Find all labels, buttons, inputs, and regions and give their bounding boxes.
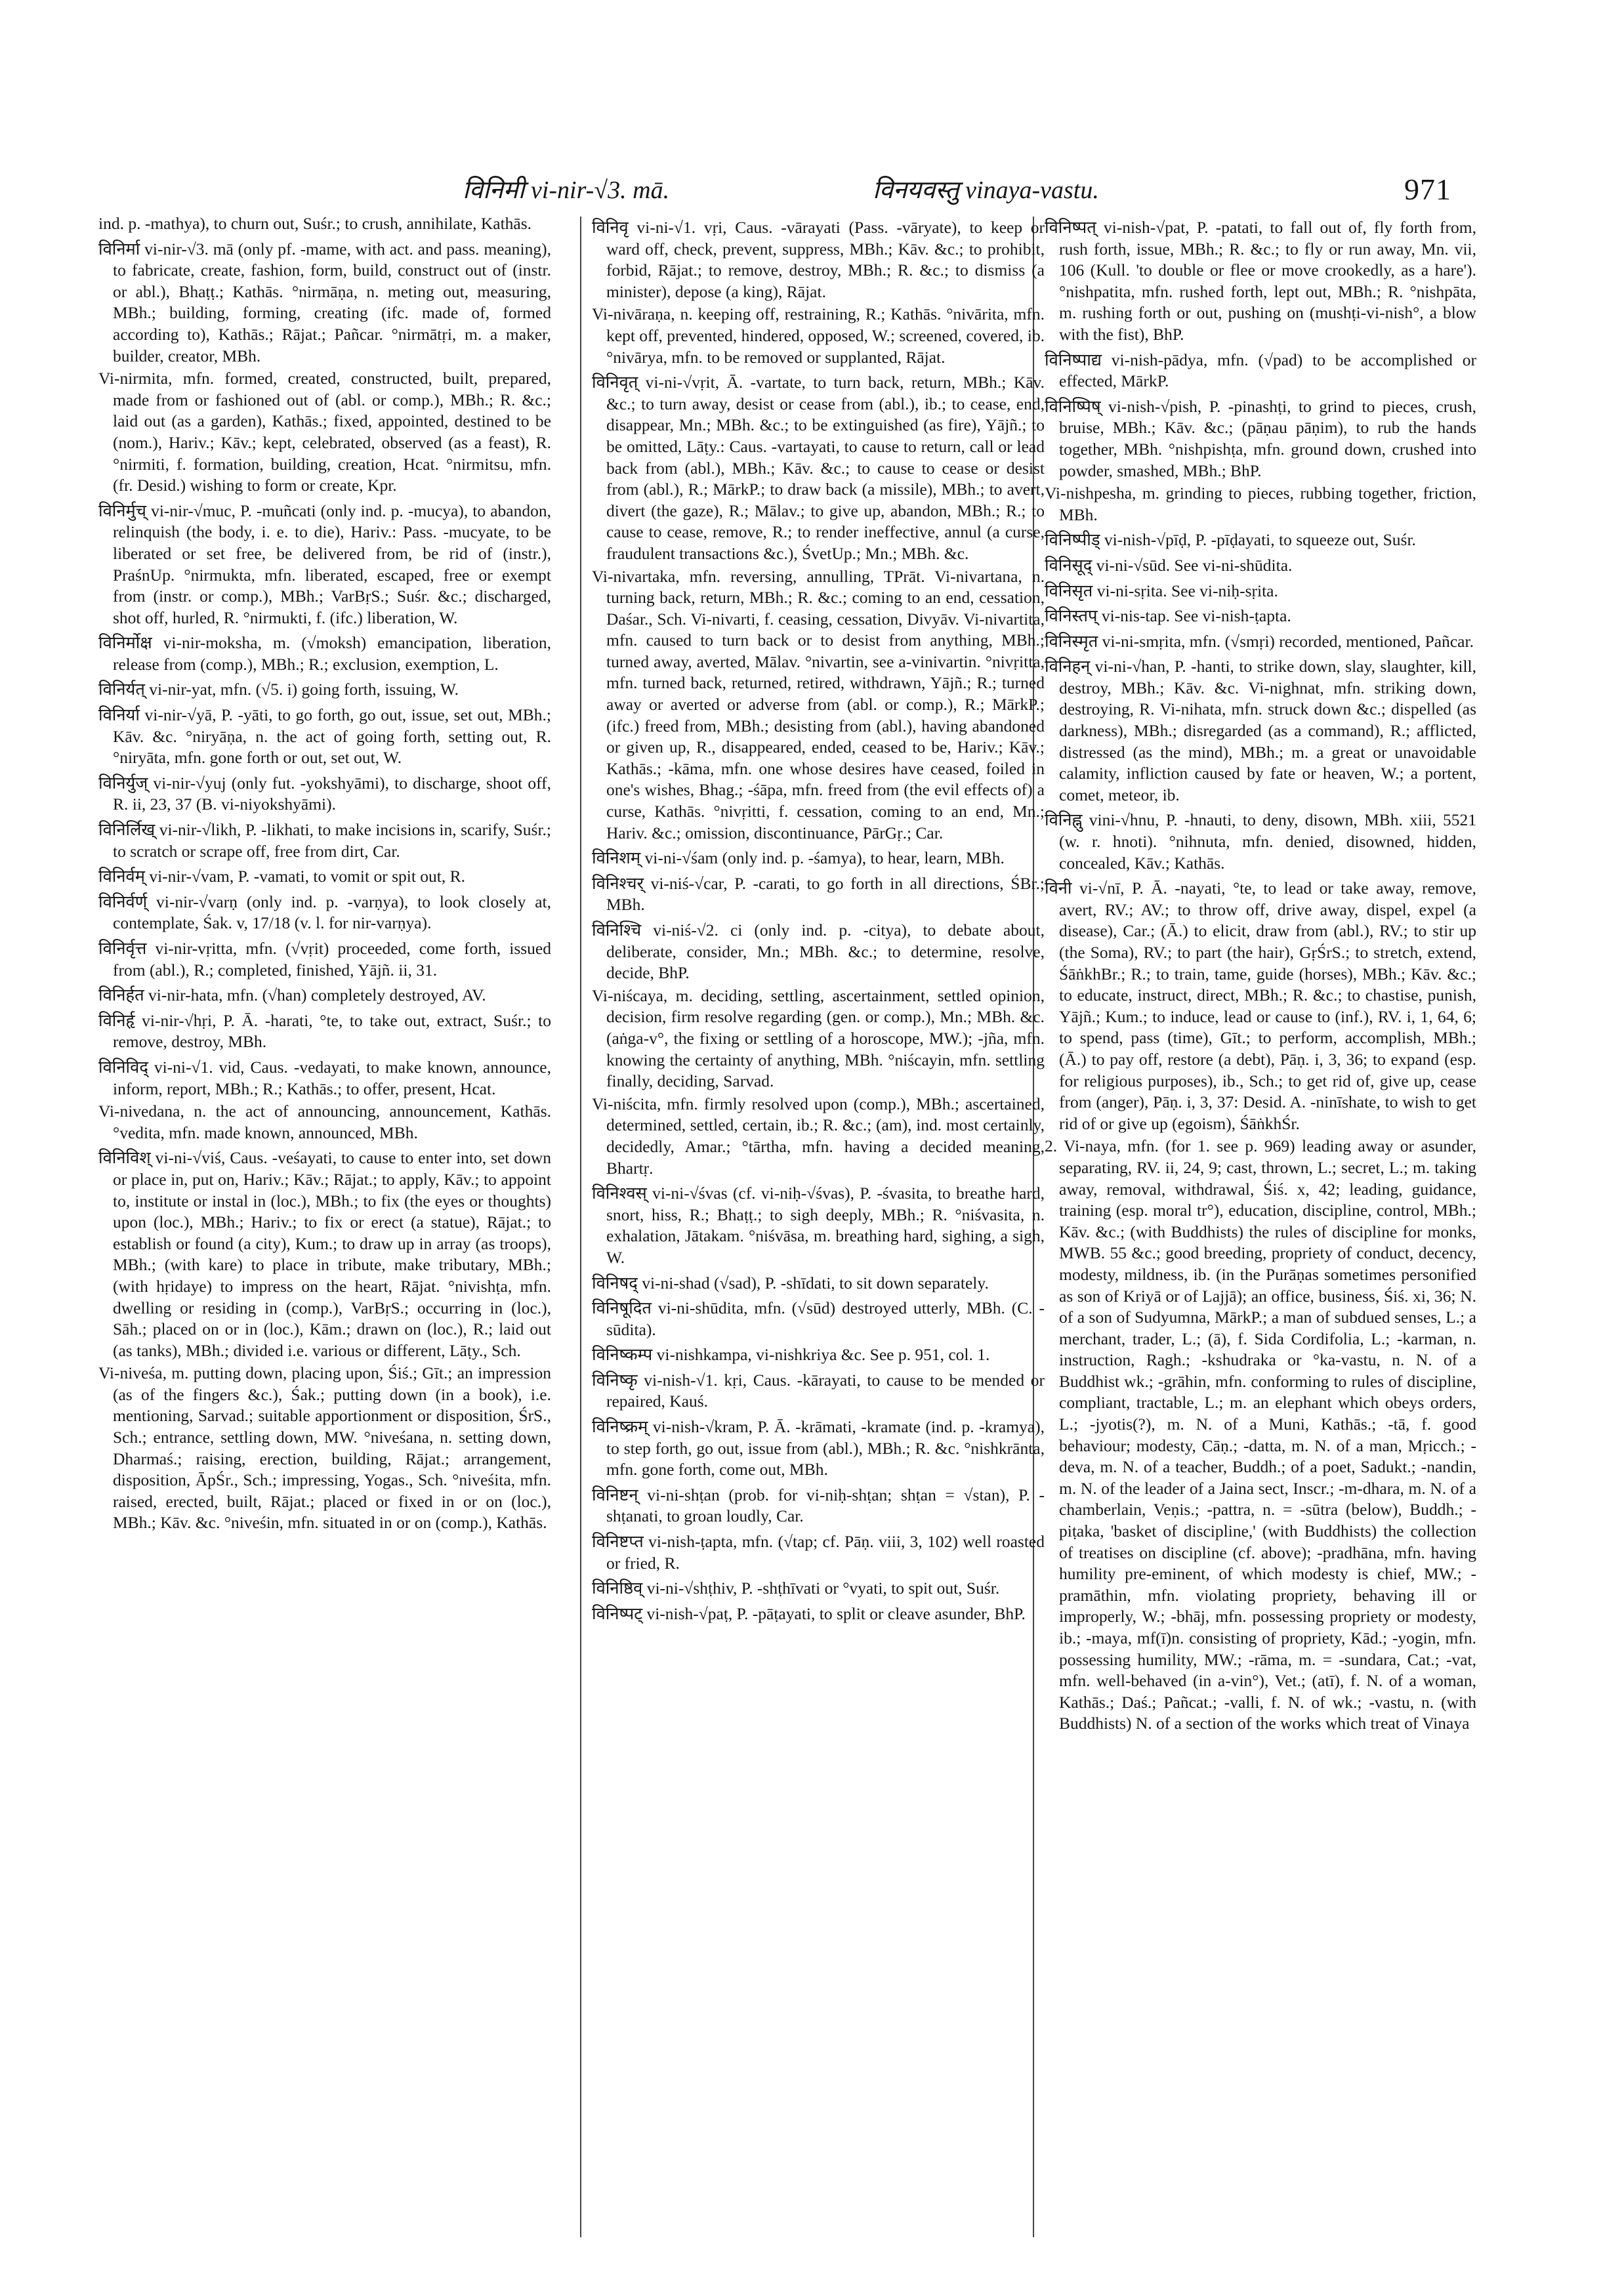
dictionary-entry: विनिष्पट् vi-nish-√paṭ, P. -pāṭayati, to split or cleave asunder, BhP. [592, 1603, 1026, 1623]
header-left-guideword: विनिमी vi-nir-√3. mā. [463, 176, 670, 204]
dictionary-entry: 2. Vi-naya, mfn. (for 1. see p. 969) leading away or asunder, separating, RV. ii, 24, 9; cast, thrown, L.; secret, L.; m. taking away, removal, withdrawal, Śiś. x, 42; leading, guidance, training (esp. moral tr°), education, discipline, control, MBh.; Kāv. &c.; (with Buddhists) the rules of discipline for monks, MWB. 55 &c.; good breeding, propriety of conduct, decency, modesty, mildness, ib. (in the Purāṇas sometimes personified as son of Kriyā or of Lajjā); an office, business, Śiś. xi, 36; N. of a son of Sudyumna, MārkP.; a man of subdued senses, L.; a merchant, trader, L.; (ā), f. Sida Cordifolia, L.; -karman, n. instruction, Ragh.; -kshudraka or °ka-vastu, n. N. of a Buddhist wk.; -grāhin, mfn. conforming to rules of discipline, compliant, tractable, L.; m. an elephant which obeys orders, L.; -jyotis(?), m. N. of a Muni, Kathās.; -tā, f. good behaviour; modesty, Cāṇ.; -datta, m. N. of a man, Mṛicch.; -deva, m. N. of a teacher, Buddh.; of a poet, Sadukt.; -nandin, m. N. of the leader of a Jaina sect, Inscr.; -m-dhara, m. N. of a chamberlain, Veṇis.; -pattra, n. = -sūtra (below), Buddh.; -piṭaka, 'basket of discipline,' (with Buddhists) the collection of treatises on discipline (cf. above); -pradhāna, mfn. having humility pre-eminent, of which modesty is chief, MW.; -pramāthin, mfn. violating propriety, behaving ill or improperly, W.; -bhāj, mfn. possessing propriety or modesty, ib.; -maya, mf(ī)n. consisting of propriety, Kād.; -yogin, mfn. possessing humility, MW.; -rāma, m. = -sundara, Cat.; -vat, mfn. well-behaved (in a-vin°), Vet.; (atī), f. N. of a woman, Kathās.; Daś.; Pañcat.; -valli, f. N. of wk.; -vastu, n. (with Buddhists) N. of a section of the works which treat of Vinaya [1045, 1136, 1476, 1733]
dictionary-entry: Vi-nivartaka, mfn. reversing, annulling, TPrāt. Vi-nivartana, n. turning back, return, MBh.; R. &c.; coming to an end, cessation, Daśar., Sch. Vi-nivarti, f. ceasing, cessation, Divyāv. Vi-nivartita, mfn. caused to turn back or to desist from anything, MBh.; turned away, averted, Mālav. °nivartin, see a-vinivartin. °nivṛitta, mfn. turned back, returned, retired, withdrawn, Yājñ.; R.; turned away or averted or adverse from (abl. or comp.), R.; MārkP.; (ifc.) freed from, MBh.; desisting from (abl.), having abandoned or given up, R., disappeared, ended, ceased to be, Hariv.; Kāv.; Kathās.; -kāma, mfn. one whose desires have ceased, foiled in one's wishes, Bhag.; -śāpa, mfn. freed from (the evil effects of) a curse, Kathās. °nivṛitti, f. cessation, coming to an end, Mn.; Hariv. &c.; omission, discontinuance, PārGṛ.; Car. [592, 566, 1045, 842]
dictionary-entry: Vi-niveśa, m. putting down, placing upon, Śiś.; Gīt.; an impression (as of the fingers &c.), Śak.; putting down (in a book), i.e. mentioning, Sarvad.; suitable apportionment or disposition, ŚrS., Sch.; entrance, settling down, MW. °niveśana, n. setting down, Dharmaś.; raising, erection, building, Rājat.; arrangement, disposition, ĀpŚr., Sch.; impressing, Yogas., Sch. °niveśita, mfn. raised, erected, built, Rājat.; placed or fixed in or on (loc.), MBh.; Kāv. &c. °niveśin, mfn. situated in or on (comp.), Kathās. [98, 1363, 551, 1533]
dictionary-entry: विनिर्मा vi-nir-√3. mā (only pf. -mame, with act. and pass. meaning), to fabricate, create, fashion, form, build, construct out of (instr. or abl.), Bhaṭṭ.; Kathās. °nirmāṇa, n. meting out, measuring, MBh.; building, forming, creating (ifc. made of, formed according to), Kathās.; Rājat.; Pañcar. °nirmātṛi, m. a maker, builder, creator, MBh. [98, 239, 551, 365]
dictionary-entry: विनिर्लिख् vi-nir-√likh, P. -likhati, to make incisions in, scarify, Suśr.; to scratch or scrape off, free from dirt, Car. [98, 820, 551, 861]
dictionary-entry: Vi-nivāraṇa, n. keeping off, restraining, R.; Kathās. °nivārita, mfn. kept off, prevented, hindered, opposed, W.; screened, covered, ib. °nivārya, mfn. to be removed or supplanted, Rājat. [592, 304, 1045, 367]
dictionary-entry: विनिविद् vi-ni-√1. vid, Caus. -vedayati, to make known, announce, inform, report, MBh.; R.; Kathās.; to offer, present, Hcat. [98, 1057, 551, 1098]
dictionary-entry: विनिष्पिष् vi-nish-√pish, P. -pinashṭi, to grind to pieces, crush, bruise, MBh.; Kāv. &c.; (pāṇau pāṇim), to rub the hands together, MBh. °nishpishṭa, mfn. ground down, crushed into powder, smashed, MBh.; BhP. [1045, 396, 1476, 480]
dictionary-entry: विनिषूदित vi-ni-shūdita, mfn. (√sūd) destroyed utterly, MBh. (C. -sūdita). [592, 1298, 1045, 1339]
dictionary-entry: विनिसृत vi-ni-sṛita. See vi-niḥ-sṛita. [1045, 581, 1278, 600]
dictionary-entry: Vi-niścita, mfn. firmly resolved upon (comp.), MBh.; ascertained, determined, settled, certain, ib.; R. &c.; (am), ind. most certainly, decidedly, Amar.; °tārtha, mfn. having a decided meaning, Bhartṛ. [592, 1094, 1045, 1178]
dictionary-entry: Vi-nivedana, n. the act of announcing, announcement, Kathās. °vedita, mfn. made known, announced, MBh. [98, 1102, 551, 1142]
dictionary-entry: विनिविश् vi-ni-√viś, Caus. -veśayati, to cause to enter into, set down or place in, put on, Hariv.; Kāv.; Rājat.; to apply, Kāv.; to appoint to, institute or instal in (loc.), MBh.; to fix (the eyes or thoughts) upon (loc.), MBh.; Hariv.; to fix or erect (a statue), Rājat.; to establish or found (a city), Kum.; to draw up in array (as troops), MBh.; (with kare) to place in tribute, make tributary, MBh.; (with hṛidaye) to impress on the heart, Rājat. °nivishṭa, mfn. dwelling or residing in (comp.), VarBṛS.; occurring in (loc.), Sāh.; placed on or in (loc.), Kām.; drawn on (loc.), R.; laid out (as tanks), MBh.; divided i.e. various or different, Lāṭy., Sch. [98, 1148, 551, 1360]
column-3 [1045, 213, 1476, 2241]
dictionary-entry: विनिह्नु vini-√hnu, P. -hnauti, to deny, disown, MBh. xiii, 5521 (w. r. hnoti). °nihnuta, mfn. denied, disowned, hidden, concealed, Kāv.; Kathās. [1045, 810, 1476, 873]
dictionary-entry: विनिहन् vi-ni-√han, P. -hanti, to strike down, slay, slaughter, kill, destroy, MBh.; Kāv. &c. Vi-nighnat, mfn. striking down, destroying, R. Vi-nihata, mfn. struck down &c.; dispelled (as darkness), MBh.; disregarded (as a command), R.; afflicted, distressed (as the mind), MBh.; m. a great or unavoidable calamity, infliction caused by fate or heaven, W.; a portent, comet, meteor, ib. [1045, 657, 1476, 804]
dictionary-entry: विनिर्वर्ण् vi-nir-√varṇ (only ind. p. -varṇya), to look closely at, contemplate, Śak. v, 17/18 (v. l. for nir-varṇya). [98, 892, 551, 933]
dictionary-entry: विनिर्हत vi-nir-hata, mfn. (√han) completely destroyed, AV. [98, 985, 486, 1005]
dictionary-entry: विनिष्पत् vi-nish-√pat, P. -patati, to fall out of, fly forth from, rush forth, issue, MBh.; R. &c.; to fly or run away, Mn. vii, 106 (Kull. 'to double or flee or move crookedly, as a hare'). °nishpatita, mfn. rushed forth, lept out, MBh.; R. °nishpāta, m. rushing forth or out, pushing on (mushṭi-vi-nish°, a blow with the fist), BhP. [1045, 218, 1476, 344]
dictionary-entry: विनिर्हृ vi-nir-√hṛi, P. Ā. -harati, °te, to take out, extract, Suśr.; to remove, destroy, MBh. [98, 1010, 551, 1052]
dictionary-entry: विनिर्या vi-nir-√yā, P. -yāti, to go forth, go out, issue, set out, MBh.; Kāv. &c. °niryāṇa, n. the act of going forth, setting out, R. °niryāta, mfn. gone forth or out, set out, W. [98, 705, 551, 768]
dictionary-entry: Vi-niścaya, m. deciding, settling, ascertainment, settled opinion, decision, firm resolve regarding (gen. or comp.), Mn.; MBh. &c. (aṅga-v°, the fixing or settling of a horoscope, MW.); -jña, mfn. knowing the certainty of anything, MBh. °niścayin, mfn. settling finally, deciding, Sarvad. [592, 985, 1045, 1091]
dictionary-entry: विनिष्पाद्य vi-nish-pādya, mfn. (√pad) to be accomplished or effected, MārkP. [1045, 350, 1476, 391]
dictionary-entry: विनिष्क्रम् vi-nish-√kram, P. Ā. -krāmati, -kramate (ind. p. -kramya), to step forth, go out, issue from (abl.), MBh.; R. &c. °nishkrānta, mfn. gone forth, come out, MBh. [592, 1417, 1045, 1479]
column-divider-1 [580, 217, 581, 2237]
dictionary-entry: विनी vi-√nī, P. Ā. -nayati, °te, to lead or take away, remove, avert, RV.; AV.; to throw off, drive away, dispel, expel (a disease), Car.; (Ā.) to elicit, draw from (abl.), RV.; to stir up (the Soma), RV.; to part (the hair), GṛŚrS.; to stretch, extend, ŚāṅkhBr.; R.; to train, tame, guide (horses), MBh.; Kāv. &c.; to educate, instruct, direct, MBh.; R. &c.; to chastise, punish, Yājñ.; Kum.; to induce, lead or cause to (inf.), RV. i, 1, 64, 6; to spend, pass (time), Gīt.; to perform, accomplish, MBh.; (Ā.) to pay off, restore (a debt), Pāṇ. i, 3, 36; to expand (esp. for religious purposes), ib., Sch.; to get rid of, give up, cease from (anger), Pāṇ. i, 3, 37: Desid. A. -ninīshate, to wish to get rid of or give up (egoism), ŚāṅkhŚr. [1045, 879, 1476, 1133]
dictionary-entry: विनिस्तप् vi-nis-tap. See vi-nish-ṭapta. [1045, 606, 1291, 626]
dictionary-entry: विनिर्मुच् vi-nir-√muc, P. -muñcati (only ind. p. -mucya), to abandon, relinquish (the body, i. e. to die), Hariv.: Pass. -mucyate, to be liberated or set free, be delivered from, be rid of (instr.), PraśnUp. °nirmukta, mfn. liberated, escaped, free or exempt from (instr. or comp.), MBh.; VarBṛS.; Suśr. &c.; discharged, shot off, hurled, R. °nirmukti, f. (ifc.) liberation, W. [98, 501, 551, 627]
dictionary-entry: विनिषद् vi-ni-shad (√sad), P. -shīdati, to sit down separately. [592, 1273, 989, 1292]
dictionary-entry: Vi-nirmita, mfn. formed, created, constructed, built, prepared, made from or fashioned out of (abl. or comp.), MBh.; R. &c.; laid out (as a garden), Kathās.; fixed, appointed, destined to be (nom.), Hariv.; Kāv.; kept, celebrated, observed (as a feast), R. °nirmiti, f. formation, building, creation, Hcat. °nirmitsu, mfn. (fr. Desid.) wishing to form or create, Kpr. [98, 369, 551, 495]
dictionary-entry: विनिर्यत् vi-nir-yat, mfn. (√5. i) going forth, issuing, W. [98, 680, 459, 699]
header-center-guideword: विनयवस्तु vinaya-vastu. [873, 176, 1099, 204]
dictionary-entry: विनिष्पीड् vi-nish-√pīḍ, P. -pīḍayati, to squeeze out, Suśr. [1045, 530, 1416, 550]
dictionary-entry: विनिवृत् vi-ni-√vṛit, Ā. -vartate, to turn back, return, MBh.; Kāv. &c.; to turn away, desist or cease from (abl.), ib.; to cease, end, disappear, Mn.; MBh. &c.; to be extinguished (as fire), Yājñ.; to be omitted, Lāṭy.: Caus. -vartayati, to cause to return, call or lead back from (abl.), MBh.; Kāv. &c.; to cause to cease or desist from (abl.), R.; MārkP.; to draw back (a missile), MBh.; to avert, divert (the gaze), R.; Mālav.; to give up, abandon, MBh.; R.; to cause to cease, remove, R.; to render ineffective, annul (a curse, fraudulent transactions &c.), ŚvetUp.; Mn.; MBh. &c. [592, 373, 1045, 563]
dictionary-entry: विनिश्वस् vi-ni-√śvas (cf. vi-niḥ-√śvas), P. -śvasita, to breathe hard, snort, hiss, R.; Bhaṭṭ.; to sigh deeply, MBh.; R. °niśvasita, n. exhalation, Jātakam. °niśvāsa, m. breathing hard, sighing, a sigh, W. [592, 1184, 1045, 1267]
running-header [0, 172, 1624, 211]
page-number: 971 [1404, 173, 1451, 206]
dictionary-entry: विनिष्टन् vi-ni-shṭan (prob. for vi-niḥ-shṭan; shṭan = √stan), P. -shṭanati, to groan loudly, Car. [592, 1485, 1045, 1526]
dictionary-entry: विनिष्ठिव् vi-ni-√shṭhiv, P. -shṭhīvati or °vyati, to spit out, Suśr. [592, 1579, 1000, 1598]
dictionary-entry: विनिर्वृत्त vi-nir-vṛitta, mfn. (√vṛit) proceeded, come forth, issued from (abl.), R.; completed, finished, Yājñ. ii, 31. [98, 939, 551, 980]
dictionary-entry: विनिष्कम्प vi-nishkampa, vi-nishkriya &c. See p. 951, col. 1. [592, 1345, 990, 1365]
dictionary-entry: ind. p. -mathya), to churn out, Suśr.; to crush, annihilate, Kathās. [98, 214, 532, 233]
dictionary-entry: विनिर्वम् vi-nir-√vam, P. -vamati, to vomit or spit out, R. [98, 867, 466, 886]
dictionary-entry: विनिवृ vi-ni-√1. vṛi, Caus. -vārayati (Pass. -vāryate), to keep or ward off, check, prevent, suppress, MBh.; Kāv. &c.; to prohibit, forbid, Rājat.; to remove, destroy, MBh.; R. &c.; to dismiss (a minister), depose (a king), Rājat. [592, 218, 1045, 301]
dictionary-entry: विनिर्युज् vi-nir-√yuj (only fut. -yokshyāmi), to discharge, shoot off, R. ii, 23, 37 (B. vi-niyokshyāmi). [98, 773, 551, 814]
dictionary-entry: विनिश्चर् vi-niś-√car, P. -carati, to go forth in all directions, ŚBr.; MBh. [592, 873, 1045, 915]
dictionary-entry: Vi-nishpesha, m. grinding to pieces, rubbing together, friction, MBh. [1045, 484, 1476, 524]
dictionary-entry: विनिसूद् vi-ni-√sūd. See vi-ni-shūdita. [1045, 555, 1293, 575]
column-1 [98, 213, 551, 2241]
column-2 [592, 213, 1045, 2241]
dictionary-entry: विनिष्कृ vi-nish-√1. kṛi, Caus. -kārayati, to cause to be mended or repaired, Kauś. [592, 1370, 1045, 1411]
dictionary-entry: विनिर्मोक्ष vi-nir-moksha, m. (√moksh) emancipation, liberation, release from (comp.), MBh.; R.; exclusion, exemption, L. [98, 633, 551, 674]
dictionary-entry: विनिशम् vi-ni-√śam (only ind. p. -śamya), to hear, learn, MBh. [592, 848, 1005, 868]
dictionary-entry: विनिष्टप्त vi-nish-ṭapta, mfn. (√tap; cf. Pāṇ. viii, 3, 102) well roasted or fried, R. [592, 1532, 1045, 1573]
dictionary-entry: विनिश्चि vi-niś-√2. ci (only ind. p. -citya), to debate about, deliberate, consider, Mn.; MBh. &c.; to determine, resolve, decide, BhP. [592, 920, 1045, 983]
dictionary-entry: विनिस्मृत vi-ni-smṛita, mfn. (√smṛi) recorded, mentioned, Pañcar. [1045, 631, 1474, 651]
